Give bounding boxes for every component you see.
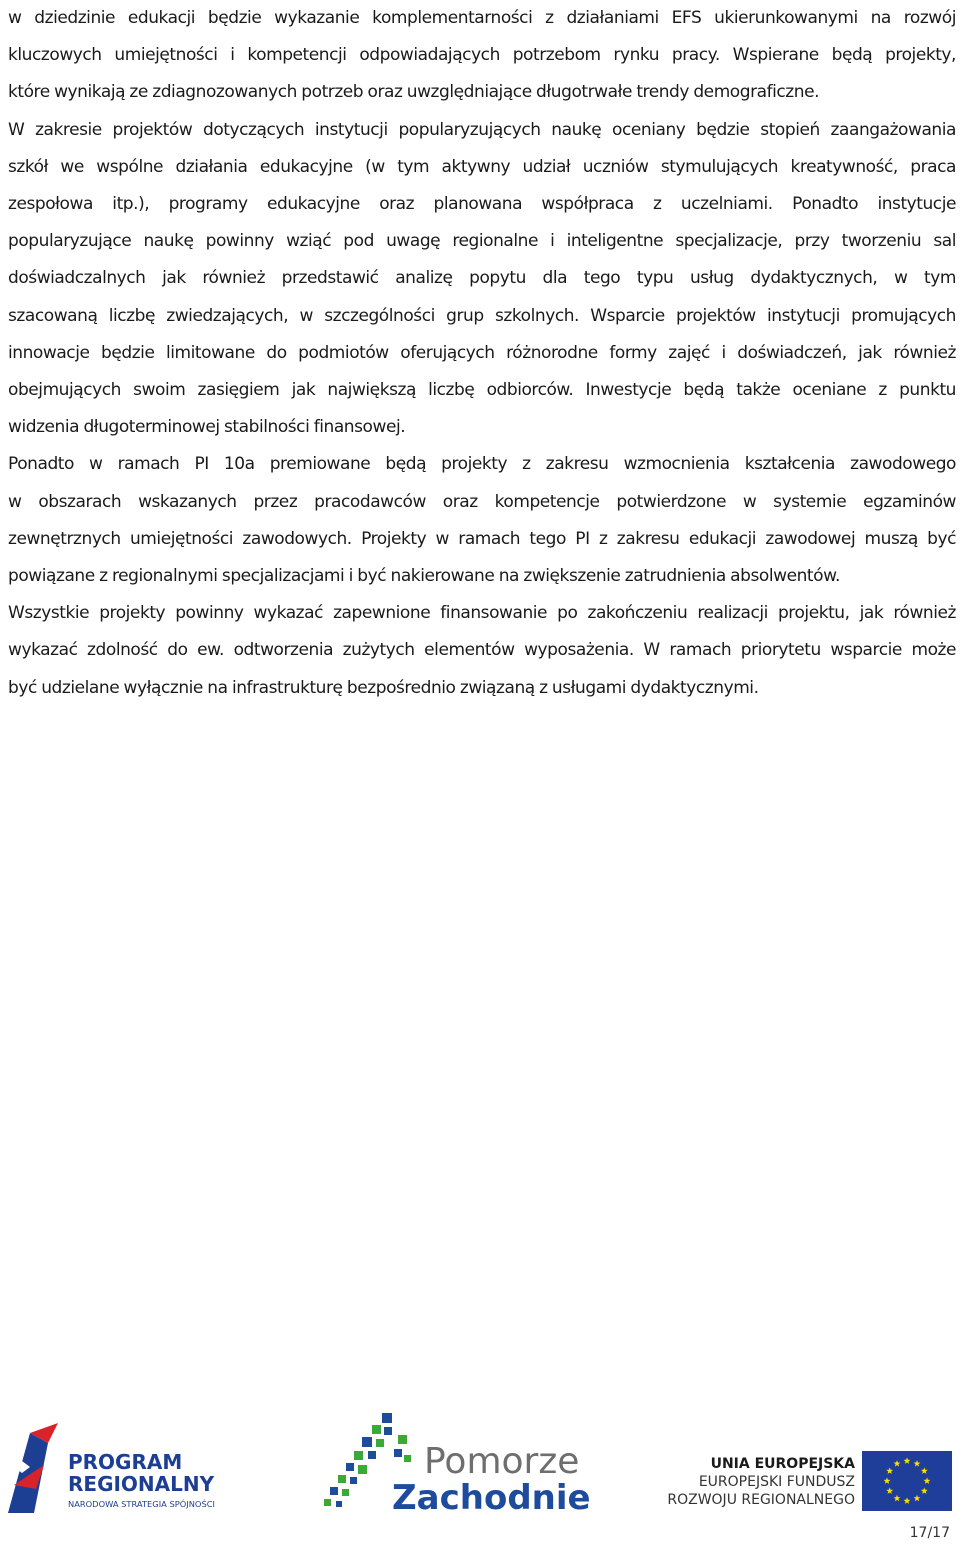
text-line: innowacje będzie limitowane do podmiotów oferujących różnorodne formy zajęć i doświadczeń, jak również — [8, 342, 956, 363]
paragraph-1 — [8, 0, 956, 446]
text-line: wykazać zdolność do ew. odtworzenia zużytych elementów wyposażenia. W ramach priorytetu wsparcie może — [8, 640, 956, 661]
footer-logos — [0, 1405, 960, 1525]
logo-text-zachodnie: Zachodnie — [392, 1478, 591, 1518]
text-line: powiązane z regionalnymi specjalizacjami i być nakierowane na zwiększenie zatrudnienia absolwentów. — [8, 566, 840, 587]
text-line: Ponadto w ramach PI 10a premiowane będą projekty z zakresu wzmocnienia kształcenia zawodowego — [8, 454, 956, 475]
text-line: popularyzujące naukę powinny wziąć pod uwagę regionalne i inteligentne specjalizacje, przy tworzeniu sal — [8, 231, 956, 252]
logo-text-nss: NARODOWA STRATEGIA SPÓJNOŚCI — [68, 1499, 215, 1509]
eu-fund-logo — [667, 1451, 952, 1511]
text-line: w obszarach wskazanych przez pracodawców oraz kompetencje potwierdzone w systemie egzaminów — [8, 491, 956, 512]
pomorze-zachodnie-logo — [324, 1413, 591, 1518]
logo-text-ue: UNIA EUROPEJSKA — [710, 1456, 855, 1472]
text-line: szacowaną liczbę zwiedzających, w szczególności grup szkolnych. Wsparcie projektów instytucji promujących — [8, 305, 956, 326]
text-line: szkół we wspólne działania edukacyjne (w tym aktywny udział uczniów stymulujących kreatywność, praca — [8, 156, 956, 177]
program-regionalny-logo — [8, 1423, 215, 1513]
text-line: zespołowa itp.), programy edukacyjne oraz planowana współpraca z uczelniami. Ponadto instytucje — [8, 194, 956, 215]
text-line: obejmujących swoim zasięgiem jak największą liczbę odbiorców. Inwestycje będą także oceniane z punktu — [8, 380, 956, 401]
paragraph-2 — [8, 446, 956, 595]
text-line: widzenia długoterminowej stabilności finansowej. — [8, 417, 406, 438]
text-line: W zakresie projektów dotyczących instytucji popularyzujących naukę oceniany będzie stopień zaangażowania — [8, 119, 956, 140]
page-number: 17/17 — [909, 1525, 950, 1541]
logo-text-regionalny: REGIONALNY — [68, 1472, 215, 1496]
text-line: które wynikają ze zdiagnozowanych potrzeb oraz uwzględniające długotrwałe trendy demograficzne. — [8, 82, 820, 103]
logo-text-rozwoju: ROZWOJU REGIONALNEGO — [667, 1492, 855, 1508]
text-line: być udzielane wyłącznie na infrastrukturę bezpośrednio związaną z usługami dydaktycznymi. — [8, 677, 759, 698]
text-line: w dziedzinie edukacji będzie wykazanie komplementarności z działaniami EFS ukierunkowanymi na rozwój — [8, 8, 956, 28]
logo-text-efr: EUROPEJSKI FUNDUSZ — [698, 1474, 855, 1490]
text-line: zewnętrznych umiejętności zawodowych. Projekty w ramach tego PI z zakresu edukacji zawodowej muszą być — [8, 528, 956, 549]
logo-shape-blue — [8, 1433, 48, 1513]
document-body — [8, 0, 956, 707]
logo-text-pomorze: Pomorze — [424, 1441, 580, 1482]
paragraph-3 — [8, 595, 956, 707]
logo-text-program: PROGRAM — [68, 1450, 183, 1474]
text-line: doświadczalnych jak również przedstawić analizę popytu dla tego typu usług dydaktycznych, w tym — [8, 268, 956, 289]
text-line: kluczowych umiejętności i kompetencji odpowiadających potrzebom rynku pracy. Wspierane będą projekty, — [8, 45, 956, 66]
text-line: Wszystkie projekty powinny wykazać zapewnione finansowanie po zakończeniu realizacji projektu, jak również — [8, 603, 956, 624]
